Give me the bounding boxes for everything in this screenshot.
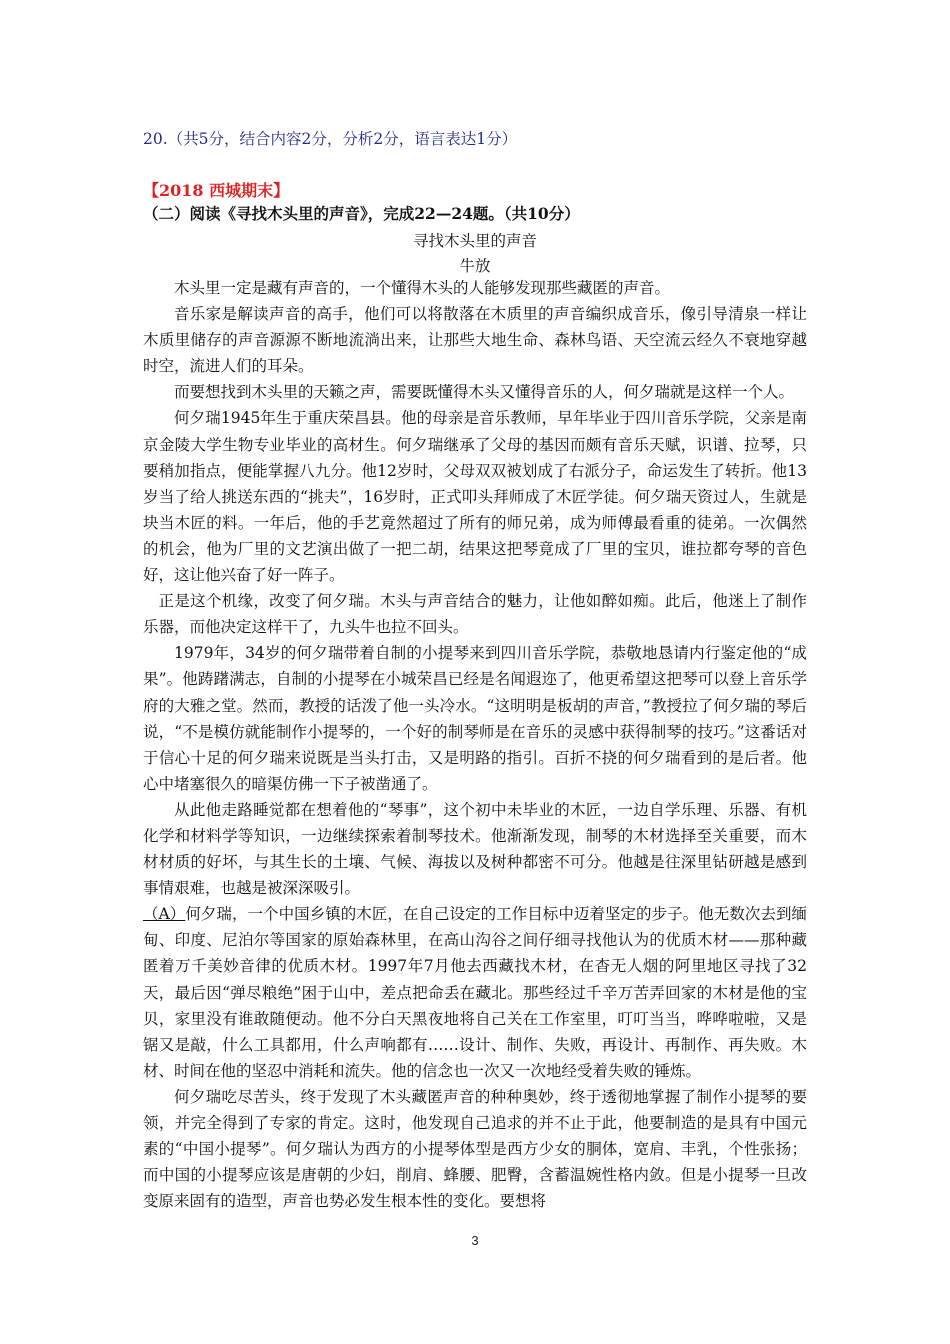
paragraph: 1979年，34岁的何夕瑞带着自制的小提琴来到四川音乐学院，恭敬地恳请内行鉴定他的“成果”。他踌躇满志，自制的小提琴在小城荣昌已经是名闻遐迩了，他更希望这把琴可以登上音乐学府的大雅之堂。然而，教授的话泼了他一头冷水。“这明明是板胡的声音，”教授拉了何夕瑞的琴后说，“不是模仿就能制作小提琴的，一个好的制琴师是在音乐的灵感中获得制琴的技巧。”这番话对于信心十足的何夕瑞来说既是当头打击，又是明路的指引。百折不挠的何夕瑞看到的是后者。他心中堵塞很久的暗渠仿佛一下子被凿通了。 <box>143 644 807 793</box>
article-author: 牛放 <box>459 257 491 275</box>
question-20-scoring: 20.（共5分，结合内容2分，分析2分，语言表达1分） <box>143 130 518 148</box>
reading-instruction: （二）阅读《寻找木头里的声音》，完成22—24题。（共10分） <box>143 204 580 223</box>
paragraph: 何夕瑞吃尽苦头，终于发现了木头藏匿声音的种种奥妙，终于透彻地掌握了制作小提琴的要领，并完全得到了专家的肯定。这时，他发现自己追求的并不止于此，他要制造的是具有中国元素的“中国小提琴”。何夕瑞认为西方的小提琴体型是西方少女的胴体，宽肩、丰乳，个性张扬；而中国的小提琴应该是唐朝的少妇，削肩、蜂腰、肥臀，含蓄温婉性格内敛。但是小提琴一旦改变原来固有的造型，声音也势必发生根本性的变化。要想将 <box>143 1087 807 1211</box>
article-body <box>143 275 807 1214</box>
paragraph: 正是这个机缘，改变了何夕瑞。木头与声音结合的魅力，让他如醉如痴。此后，他迷上了制作乐器，而他决定这样干了，九头牛也拉不回头。 <box>143 592 807 637</box>
paragraph-text: 何夕瑞，一个中国乡镇的木匠，在自己设定的工作目标中迈着坚定的步子。他无数次去到缅甸、印度、尼泊尔等国家的原始森林里，在高山沟谷之间仔细寻找他认为的优质木材——那种藏匿着万千美妙音律的优质木材。1997年7月他去西藏找木材，在杳无人烟的阿里地区寻找了32天，最后因“弹尽粮绝”困于山中，差点把命丢在藏北。那些经过千辛万苦弄回家的木材是他的宝贝，家里没有谁敢随便动。他不分白天黑夜地将自己关在工作室里，叮叮当当，哗哗啦啦，又是锯又是敲，什么工具都用，什么声响都有……设计、制作、失败，再设计、再制作、再失败。木材、时间在他的坚忍中消耗和流失。他的信念也一次又一次地经受着失败的锤炼。 <box>143 905 807 1080</box>
article-title: 寻找木头里的声音 <box>412 232 537 250</box>
paragraph: 音乐家是解读声音的高手，他们可以将散落在木质里的声音编织成音乐，像引导清泉一样让木质里储存的声音源源不断地流淌出来，让那些大地生命、森林鸟语、天空流云经久不衰地穿越时空，流进人们的耳朵。 <box>143 305 807 376</box>
page-number: 3 <box>471 1233 479 1248</box>
paragraph: 何夕瑞1945年生于重庆荣昌县。他的母亲是音乐教师，早年毕业于四川音乐学院，父亲是南京金陵大学生物专业毕业的高材生。何夕瑞继承了父母的基因而颇有音乐天赋，识谱、拉琴，只要稍加指点，便能掌握八九分。他12岁时，父母双双被划成了右派分子，命运发生了转折。他13岁当了给人挑送东西的“挑夫”，16岁时，正式叩头拜师成了木匠学徒。何夕瑞天资过人，生就是块当木匠的料。一年后，他的手艺竟然超过了所有的师兄弟，成为师傅最看重的徒弟。一次偶然的机会，他为厂里的文艺演出做了一把二胡，结果这把琴竟成了厂里的宝贝，谁拉都夸琴的音色好，这让他兴奋了好一阵子。 <box>143 409 807 585</box>
paragraph-section-a <box>143 901 807 1084</box>
section-a-marker: （A） <box>143 905 186 924</box>
paragraph: 而要想找到木头里的天籁之声，需要既懂得木头又懂得音乐的人，何夕瑞就是这样一个人。 <box>174 383 795 402</box>
paragraph: 从此他走路睡觉都在想着他的“琴事”，这个初中未毕业的木匠，一边自学乐理、乐器、有机化学和材料学等知识，一边继续探索着制琴技术。他渐渐发现，制琴的木材选择至关重要，而木材材质的好坏，与其生长的土壤、气候、海拔以及树种都密不可分。他越是往深里钻研越是感到事情艰难，也越是被深深吸引。 <box>143 800 807 898</box>
source-tag: 【2018 西城期末】 <box>143 181 290 200</box>
paragraph: 木头里一定是藏有声音的，一个懂得木头的人能够发现那些藏匿的声音。 <box>174 279 671 297</box>
